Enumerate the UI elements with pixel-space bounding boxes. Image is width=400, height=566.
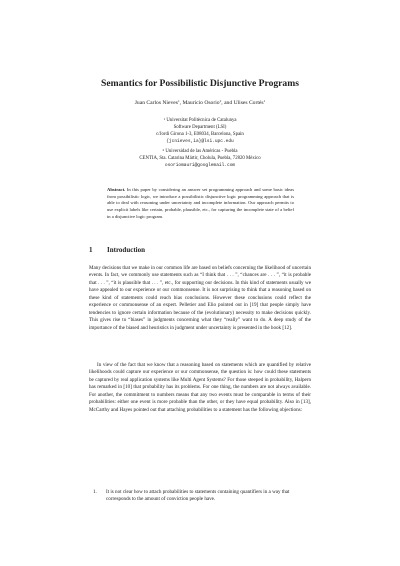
affiliation-line: Software Department (LSI) xyxy=(173,125,227,131)
author-list xyxy=(0,100,400,106)
author-separator: , xyxy=(179,100,183,106)
affiliation-line: CENTIA, Sta. Catarina Mártir, Cholula, Puebla, 72820 México xyxy=(139,156,261,162)
body-paragraph: Many decisions that we make in our common life are based on beliefs concerning the likelihood of uncertain events. In fact, we commonly use statements such as “I think that . . . ”, “chances are . . . ”, “it is probable that . . . ”, “it is plausible that . . . ”, etc., for supporting our decisions. In this kind of statements usually we have appealed to our experience or our commonsense. It is not surprising to think that a reasoning based on these kind of statements could reach bias conclusions. However these conclusions could reflect the experience or commonsense of an expert. Pelletier and Elio pointed out in [19] that people simply have tendencies to ignore certain information because of the (evolutionary) necessity to make decisions quickly. This gives rise to “biases” in judgments concerning what they “really” want to do. A deep study of the importance of the biased and heuristics in judgment under uncertainty is presented in the book [12]. xyxy=(89,265,311,331)
objection-list xyxy=(89,489,311,504)
affiliation-block xyxy=(0,117,400,145)
affiliation-mark: 1 xyxy=(177,99,180,103)
affiliation-line: $^1$ Universitat Politècnica de Catalunya xyxy=(163,117,237,123)
author-separator: , and xyxy=(221,100,234,106)
affiliation-mark: 1 xyxy=(263,99,266,103)
list-item-number: 1. xyxy=(93,489,97,495)
body-paragraph: In view of the fact that we know that a reasoning based on statements which are quantified by relative likelihoods could capture our experience or our commonsense, the question is: how could these statements be captured by real application systems like Multi Agent Systems? For those steeped in probability, Halpern has remarked in [10] that probability has its problems. For one thing, the numbers are not always available. For another, the commitment to numbers means that any two events must be comparable in terms of their probabilities: either one event is more probable than the other, or they have equal probability. Also in [13], McCarthy and Hayes pointed out that attaching probabilities to a statement has the following objections: xyxy=(89,362,311,413)
affiliation-mark: 1 xyxy=(163,117,166,121)
section-number: 1 xyxy=(89,246,93,254)
author-name: Juan Carlos Nieves xyxy=(134,100,178,106)
section-title: Introduction xyxy=(107,246,145,254)
abstract-text: In this paper by considering an answer set programming approach and some basic ideas from possibilistic logic, we introduce a possibilistic disjunctive logic programming approach that is able to deal with reasoning under uncertainty and incomplete information. Our approach permits to use explicit labels like certain, probable, plausible, etc., for capturing the incomplete state of a belief in a disjunctive logic program. xyxy=(107,187,294,219)
affiliation-email: {jcnieves,ia}@lsi.upc.edu xyxy=(166,139,234,145)
affiliation-line: $^2$ Universidad de las Américas - Puebla xyxy=(162,148,238,154)
section-heading xyxy=(89,246,145,254)
affiliation-line: c/Jordi Girona 1-3, E08034, Barcelona, Spain xyxy=(156,132,244,138)
list-item-text: It is not clear how to attach probabilities to statements containing quantifiers in a way that corresponds to the amount of conviction people have. xyxy=(106,489,290,503)
affiliation-mark: 2 xyxy=(219,99,222,103)
affiliation-mark: 2 xyxy=(162,148,165,152)
author-name: Ulises Cortés xyxy=(233,100,264,106)
list-item xyxy=(89,489,311,504)
abstract-label: Abstract. xyxy=(107,187,126,192)
paper-title: Semantics for Possibilistic Disjunctive Programs xyxy=(101,78,299,89)
abstract xyxy=(107,187,294,220)
affiliation-email: osoriomauri@googlemail.com xyxy=(164,163,236,169)
author-name: Mauricio Osorio xyxy=(182,100,220,106)
affiliation-block xyxy=(0,148,400,169)
